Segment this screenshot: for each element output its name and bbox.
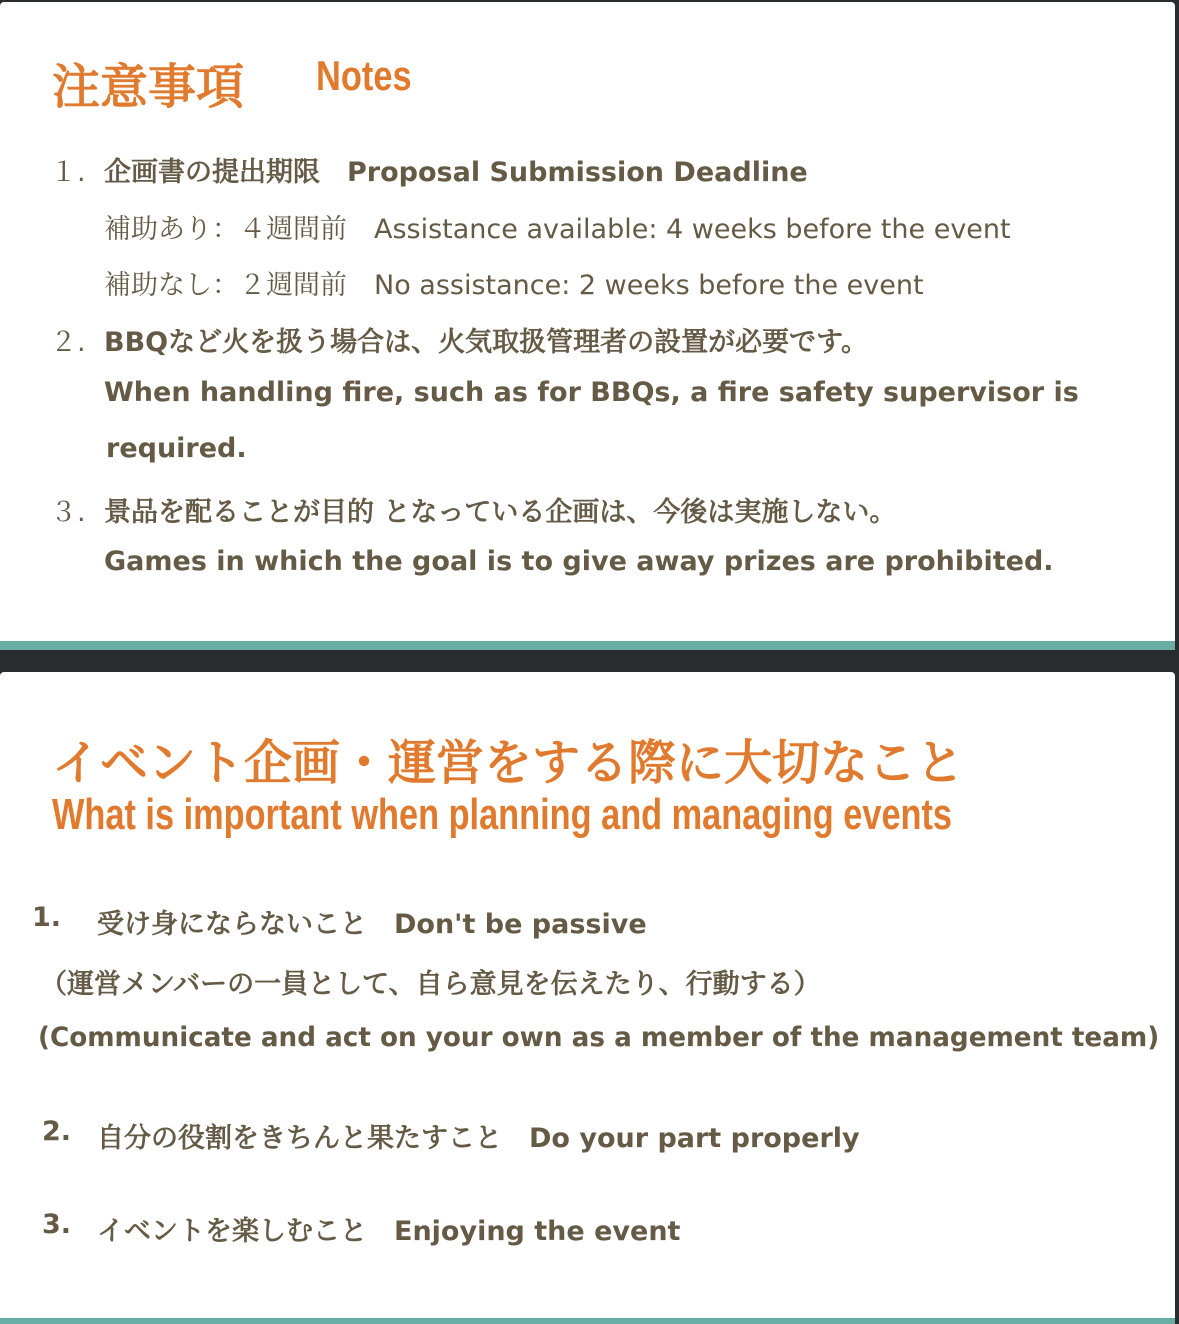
important-title-jp: イベント企画・運営をする際に大切なこと bbox=[52, 735, 965, 791]
notes-item-1-line-2: 補助なし：２週間前 No assistance: 2 weeks before the event bbox=[104, 270, 924, 301]
notes-item-2-line-1: When handling fire, such as for BBQs, a fire safety supervisor is bbox=[104, 377, 1079, 408]
notes-slide bbox=[0, 2, 1175, 650]
important-item-1-text: 受け身にならないこと Don't be passive bbox=[97, 909, 647, 940]
important-item-3-text: イベントを楽しむこと Enjoying the event bbox=[97, 1216, 681, 1247]
notes-item-2-number: ２. bbox=[50, 327, 86, 358]
important-slide bbox=[0, 672, 1175, 1324]
notes-item-1-number: １. bbox=[50, 157, 86, 188]
important-item-3-number: 3. bbox=[42, 1209, 72, 1240]
notes-title-jp: 注意事項 bbox=[52, 59, 245, 115]
important-item-1-sub-en: (Communicate and act on your own as a member of the management team) bbox=[38, 1022, 1160, 1053]
notes-item-2-line-2: required. bbox=[106, 433, 247, 464]
important-item-2-text: 自分の役割をきちんと果たすこと Do your part properly bbox=[97, 1123, 860, 1154]
notes-item-2-heading: BBQなど火を扱う場合は、火気取扱管理者の設置が必要です。 bbox=[104, 327, 868, 358]
important-item-1-sub-jp: （運営メンバーの一員として、自ら意見を伝えたり、行動する） bbox=[40, 969, 821, 1000]
notes-item-1-line-1: 補助あり：４週間前 Assistance available: 4 weeks before the event bbox=[104, 214, 1011, 245]
notes-title-en: Notes bbox=[316, 52, 412, 99]
important-item-1-number: 1. bbox=[32, 902, 62, 933]
important-item-2-number: 2. bbox=[42, 1116, 72, 1147]
notes-item-3-number: ３. bbox=[50, 497, 86, 528]
important-title-en: What is important when planning and managing events bbox=[52, 790, 953, 839]
notes-item-3-heading: 景品を配ることが目的 となっている企画は、今後は実施しない。 bbox=[104, 497, 897, 528]
notes-item-3-line-1: Games in which the goal is to give away prizes are prohibited. bbox=[104, 546, 1054, 577]
notes-item-1-heading: 企画書の提出期限 Proposal Submission Deadline bbox=[104, 157, 808, 188]
